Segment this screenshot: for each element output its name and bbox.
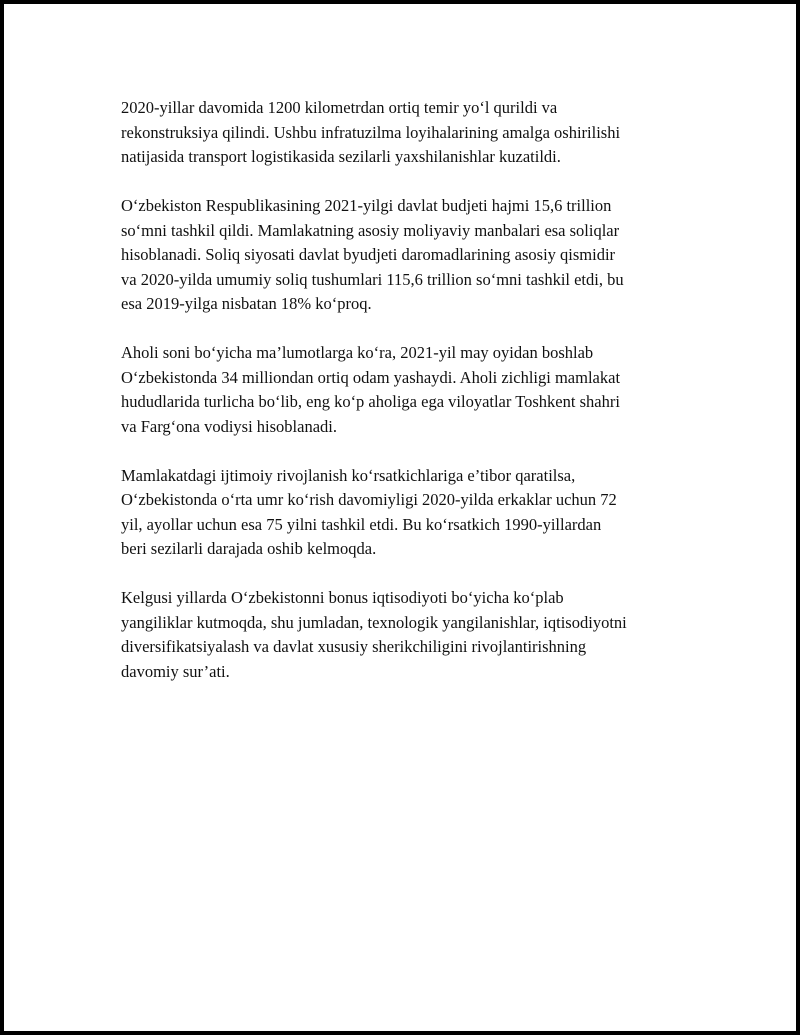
paragraph-railways: 2020-yillar davomida 1200 kilometrdan ortiq temir yo‘l qurildi va rekonstruksiya qilindi. Ushbu infratuzilma loyihalarining amalga oshirilishi natijasida transport logistikasida sezilarli yaxshilanishlar kuzatildi.	[121, 98, 621, 166]
paragraph-future-outlook: Kelgusi yillarda O‘zbekistonni bonus iqtisodiyoti bo‘yicha ko‘plab yangiliklar kutmoqda, shu jumladan, texnologik yangilanishlar, iqtisodiyotni diversifikatsiyalash va davlat xususiy sherikchiligini rivojlantirishning davomiy sur’ati.	[121, 588, 627, 681]
paragraph-population: Aholi soni bo‘yicha ma’lumotlarga ko‘ra, 2021-yil may oyidan boshlab O‘zbekistonda 34 milliondan ortiq odam yashaydi. Aholi zichligi mamlakat hududlarida turlicha bo‘lib, eng ko‘p aholiga ega viloyatlar Toshkent shahri va Farg‘ona vodiysi hisoblanadi.	[121, 343, 621, 436]
paragraph-life-expectancy: Mamlakatdagi ijtimoiy rivojlanish ko‘rsatkichlariga e’tibor qaratilsa, O‘zbekistonda o‘rta umr ko‘rish davomiyligi 2020-yilda erkaklar uchun 72 yil, ayollar uchun esa 75 yilni tashkil etdi. Bu ko‘rsatkich 1990-yillardan beri sezilarli darajada oshib kelmoqda.	[121, 465, 617, 558]
document-body	[121, 96, 711, 709]
paragraph-budget: O‘zbekiston Respublikasining 2021-yilgi davlat budjeti hajmi 15,6 trillion so‘mni tashkil qildi. Mamlakatning asosiy moliyaviy manbalari esa soliqlar hisoblanadi. Soliq siyosati davlat byudjeti daromadlarining asosiy qismidir va 2020-yilda umumiy soliq tushumlari 115,6 trillion so‘mni tashkil etdi, bu esa 2019-yilga nisbatan 18% ko‘proq.	[121, 196, 624, 313]
